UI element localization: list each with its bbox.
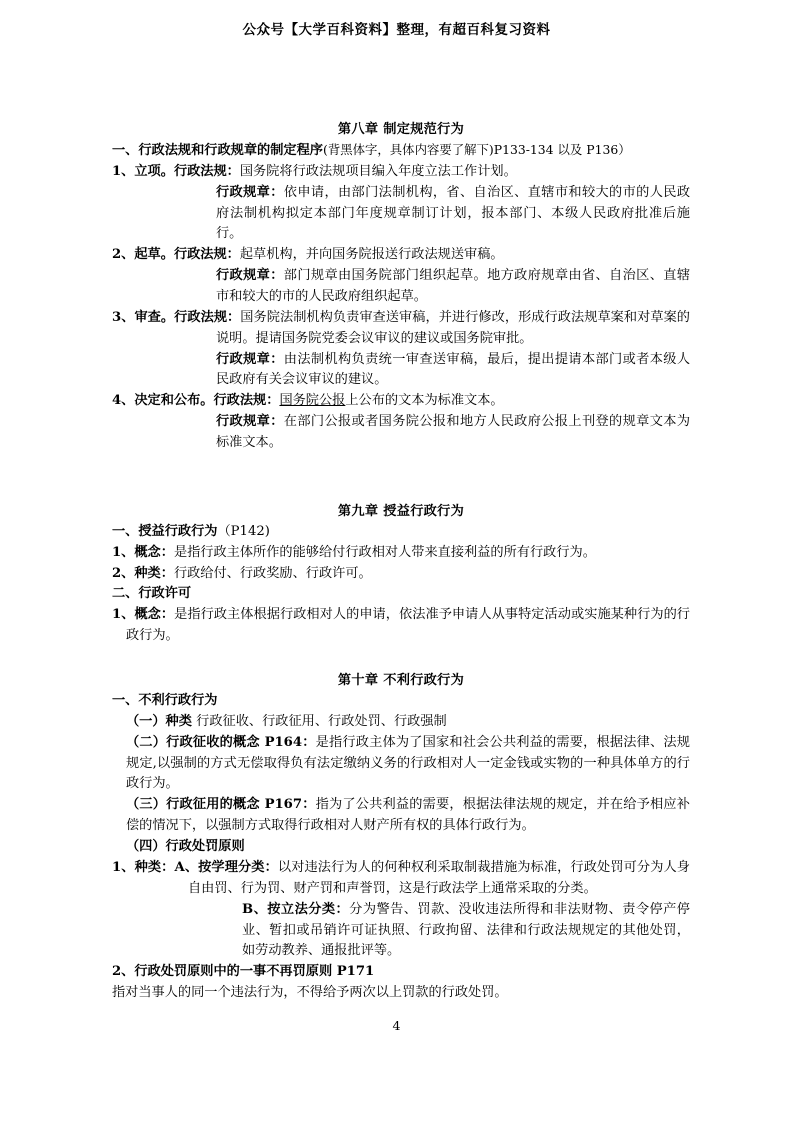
chapter9-item3-label: 1、概念： — [112, 607, 175, 623]
chapter10-sub2-text: 是指行政主体为了国家和社会公共利益的需要，根据法律、法规规定,以强制的方式无偿取得负有法定缴纳义务的行政相对人一定金钱或实物的一种具体单方的行政行为。 — [126, 734, 690, 792]
chapter8-item1-b — [112, 183, 690, 246]
chapter10-sub3 — [112, 795, 690, 837]
chapter9-item3-text: 是指行政主体根据行政相对人的申请，依法准予申请人从事特定活动或实施某种行为的行政行为。 — [126, 607, 690, 644]
chapter8-item3-a-text: 国务院法制机构负责审查送审稿，并进行修改，形成行政法规草案和对草案的说明。提请国务院党委会议审议的建议或国务院审批。 — [216, 309, 690, 346]
chapter8-item3-label: 3、审查。 — [112, 309, 175, 325]
chapter9-item1-label: 1、概念： — [112, 544, 174, 560]
chapter10-item1-label: 1、种类：A、按学理分类： — [112, 859, 278, 875]
chapter9-section1-heading — [112, 522, 690, 543]
chapter8-item4-b-label: 行政规章： — [216, 414, 284, 430]
chapter10-sub2 — [112, 733, 690, 796]
chapter8-item3 — [112, 308, 690, 350]
chapter8-item2-b-text: 部门规章由国务院部门组织起草。地方政府规章由省、自治区、直辖市和较大的市的人民政府组织起草。 — [216, 268, 691, 305]
chapter8-item2-a-text: 起草机构，并向国务院报送行政法规送审稿。 — [239, 247, 504, 263]
chapter10-sub4-heading: （四）行政处罚原则 — [126, 839, 245, 855]
chapter10-item2 — [112, 900, 690, 963]
page-number: 4 — [392, 1018, 401, 1033]
watermark-header: 公众号【大学百科资料】整理，有超百科复习资料 — [242, 22, 551, 38]
chapter8-item1 — [112, 162, 690, 183]
chapter10-item1 — [112, 858, 690, 900]
chapter8-item4-b — [112, 412, 690, 454]
chapter9-section1-note: （P142) — [217, 523, 270, 539]
chapter10-section1-heading: 一、不利行政行为 — [112, 693, 218, 709]
chapter9-item2 — [112, 564, 690, 585]
chapter8-item2-b-label: 行政规章： — [216, 268, 284, 284]
chapter10-title: 第十章 不利行政行为 — [337, 673, 465, 689]
chapter8-item1-a-text: 国务院将行政法规项目编入年度立法工作计划。 — [239, 163, 517, 179]
chapter8-item2-label: 2、起草。 — [112, 247, 174, 263]
chapter9-section1-label: 一、授益行政行为 — [112, 523, 218, 539]
chapter8-item1-b-label: 行政规章： — [216, 184, 284, 200]
chapter8-item3-a-label: 行政法规： — [174, 309, 241, 325]
document-body — [112, 118, 690, 1004]
chapter8-item3-b — [112, 350, 690, 392]
section-spacer-1 — [112, 454, 690, 500]
chapter10-sub1-text: 行政征收、行政征用、行政处罚、行政强制 — [196, 713, 447, 729]
chapter8-item2 — [112, 245, 690, 266]
chapter8-item1-a-label: 行政法规： — [173, 163, 240, 179]
chapter8-title: 第八章 制定规范行为 — [337, 122, 465, 137]
chapter8-item4-a-label: 行政法规： — [213, 393, 280, 409]
chapter10-sub3-label: （三）行政征用的概念 P167： — [126, 797, 316, 813]
chapter9-item2-text: 行政给付、行政奖励、行政许可。 — [173, 565, 372, 581]
chapter8-section1-label: 一、行政法规和行政规章的制定程序 — [112, 143, 323, 158]
chapter8-item2-a-label: 行政法规： — [173, 247, 240, 263]
chapter10-sub2-label: （二）行政征收的概念 P164： — [126, 734, 316, 750]
chapter8-item3-b-label: 行政规章： — [216, 351, 284, 367]
chapter10-item3-text: 指对当事人的同一个违法行为，不得给予两次以上罚款的行政处罚。 — [112, 985, 508, 1001]
section-spacer-2 — [112, 647, 690, 669]
chapter8-section1-note: (背黑体字，具体内容要了解下)P133-134 以及 P136） — [323, 142, 631, 157]
chapter8-item4-b-text: 在部门公报或者国务院公报和地方人民政府公报上刊登的规章文本为标准文本。 — [216, 414, 691, 451]
chapter8-section1-heading — [112, 140, 690, 162]
chapter8-item4-a-underline: 国务院公报 — [279, 393, 346, 409]
chapter9-item1 — [112, 543, 690, 564]
chapter10-sub1 — [112, 712, 690, 733]
chapter8-item4-label: 4、决定和公布。 — [112, 393, 214, 409]
chapter9-item1-text: 是指行政主体所作的能够给付行政相对人带来直接利益的所有行政行为。 — [173, 544, 596, 560]
chapter8-item4-a-text: 上公布的文本为标准文本。 — [345, 393, 504, 409]
chapter8-item4 — [112, 391, 690, 412]
chapter10-item2-text: 分为警告、罚款、没收违法所得和非法财物、责令停产停业、暂扣或吊销许可证执照、行政拘留、法律和行政法规规定的其他处罚，如劳动教养、通报批评等。 — [242, 901, 690, 959]
chapter8-item2-b — [112, 266, 690, 308]
chapter8-item1-b-text: 依申请，由部门法制机构，省、自治区、直辖市和较大的市的人民政府法制机构拟定本部门年度规章制订计划，报本部门、本级人民政府批准后施行。 — [216, 184, 691, 242]
chapter8-item3-b-text: 由法制机构负责统一审查送审稿，最后，提出提请本部门或者本级人民政府有关会议审议的建议。 — [216, 351, 691, 388]
chapter10-sub3-text: 指为了公共利益的需要，根据法律法规的规定，并在给予相应补偿的情况下，以强制方式取得行政相对人财产所有权的具体行政行为。 — [126, 797, 690, 834]
chapter9-item3 — [112, 605, 690, 647]
chapter9-section2-heading: 二、行政许可 — [112, 586, 192, 602]
chapter10-item3-heading: 2、行政处罚原则中的一事不再罚原则 P171 — [112, 964, 375, 980]
chapter10-item1-text: 以对违法行为人的何种权利采取制裁措施为标准，行政处罚可分为人身自由罚、行为罚、财产罚和声誉罚，这是行政法学上通常采取的分类。 — [188, 859, 690, 896]
chapter8-item1-label: 1、立项。 — [112, 163, 174, 179]
chapter10-sub1-label: （一）种类 — [126, 713, 192, 729]
chapter9-title: 第九章 授益行政行为 — [337, 503, 465, 519]
chapter10-item2-label: B、按立法分类： — [242, 901, 350, 917]
chapter9-item2-label: 2、种类： — [112, 565, 174, 581]
